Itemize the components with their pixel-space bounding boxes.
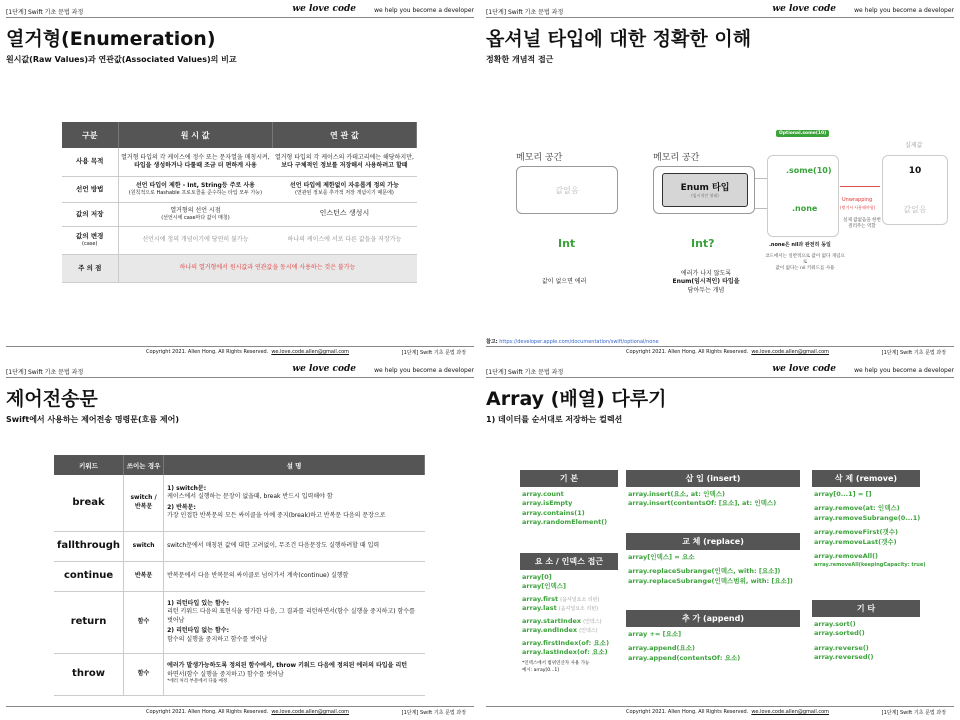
email-link[interactable]: we.love.code.allen@gmail.com (271, 709, 350, 715)
etc-code (814, 620, 873, 663)
code-line: array.insert(요소, at: 인덱스) (628, 490, 725, 498)
unwrap-note-line: 걸러주는 역할 (848, 223, 876, 229)
slide-header (6, 4, 474, 18)
email-link[interactable]: we.love.code.allen@gmail.com (751, 349, 830, 355)
table-row (62, 226, 417, 254)
section-append-title: 추 가 (append) (626, 610, 800, 627)
keyword-table (54, 455, 425, 696)
section-basic-title: 기 본 (520, 470, 618, 487)
slide-subtitle: 정확한 개념적 접근 (486, 55, 554, 64)
code-line (522, 639, 609, 648)
copyright-text: Copyright 2021. Allen Hong. All Rights Reserved. (626, 709, 749, 715)
section-etc-title: 기 타 (812, 600, 920, 617)
desc-head: 1) switch문: (167, 484, 207, 492)
code-text: array[0] (522, 573, 552, 581)
logo-text: we love code (292, 364, 356, 374)
unwrap-note (840, 218, 884, 230)
cell-text: (원칙적으로 Hashable 프로토콜을 준수하는 타입 모두 가능) (128, 189, 263, 196)
desc-cell: 반복문에서 다음 반복문의 싸이클로 넘어가서 계속(continue) 실행함 (164, 561, 425, 591)
code-note: (옵셔널요소 리턴) (560, 596, 600, 603)
code-text: array.first (522, 594, 559, 603)
code-line: array += [요소] (628, 630, 682, 638)
code-line (522, 582, 609, 591)
arrow-none (755, 208, 767, 209)
caption-line: 에러가 나지 않도록 (680, 270, 732, 277)
col-header: 쓰이는 경우 (124, 455, 164, 475)
table-row (54, 591, 425, 653)
basic-code (522, 490, 607, 528)
desc-body: 하면서(함수 실행을 중지하고) 함수를 벗어남 (167, 670, 284, 678)
unwrap-label: Unwrapping (842, 197, 873, 203)
table-row (62, 254, 417, 282)
code-note: (인덱스) (579, 628, 598, 635)
desc-head: 2) 리턴타입 없는 함수: (167, 627, 230, 635)
row-label: 사용 목적 (62, 148, 118, 176)
memory-box-int (516, 166, 618, 214)
keyword-cell: continue (54, 561, 124, 591)
cell-text: 열거형 타입의 각 케이스의 카테고리에는 해당하지만, (274, 153, 414, 161)
desc-cell (164, 653, 425, 695)
footer-breadcrumb: [1단계] Swift 기초 문법 과정 (401, 710, 466, 716)
section-remove-title: 삭 제 (remove) (812, 470, 920, 487)
caption-error: 값이 없으면 에러 (542, 278, 587, 285)
footer-breadcrumb: [1단계] Swift 기초 문법 과정 (881, 710, 946, 716)
col-header: 키워드 (54, 455, 124, 475)
unwrap-arrow (840, 186, 880, 187)
section-access-title: 요 소 / 인덱스 접근 (520, 553, 618, 570)
code-text: array.endIndex (522, 626, 578, 635)
code-line: array.append(contentsOf: 요소) (628, 653, 741, 662)
desc-note: *에러 처리 부분에서 다룰 예정 (167, 679, 228, 685)
keyword-cell: throw (54, 653, 124, 695)
unwrap-note-line: 실제 값없음을 한번 (843, 218, 881, 223)
assoc-cell: 하나의 케이스에 서로 다른 값들을 저장가능 (272, 226, 416, 254)
nil-desc (765, 254, 845, 272)
code-line (522, 617, 609, 626)
slide-array (480, 360, 960, 720)
ref-label: 참고: (486, 339, 498, 345)
cell-text: 보다 구체적인 정보를 저장해서 사용하려고 할때 (281, 161, 408, 169)
slide-enumeration (0, 0, 480, 360)
real-value-label: 실제값 (905, 142, 923, 149)
memory-label: 메모리 공간 (653, 153, 700, 163)
row-label: 값의 저장 (62, 202, 118, 226)
copyright (146, 349, 349, 355)
caption-line: Enum(임시적인) 타입을 (672, 278, 740, 286)
code-line: array[인덱스] = 요소 (628, 553, 695, 561)
enum-label: Enum 타입 (680, 183, 730, 193)
code-line: array.replaceSubrange(인덱스, with: [요소]) (628, 567, 781, 576)
desc-cell (164, 591, 425, 653)
code-line (522, 573, 609, 582)
code-line: array.removeAll() (814, 552, 879, 561)
replace-code (628, 553, 793, 586)
use-cell: 함수 (124, 653, 164, 695)
access-example: 예시: array[0...1] (522, 667, 559, 673)
header-breadcrumb: [1단계] Swift 기초 문법 과정 (486, 369, 564, 376)
enum-type-box (662, 173, 748, 207)
raw-cell (118, 148, 272, 176)
section-replace-title: 교 체 (replace) (626, 533, 800, 550)
copyright (146, 709, 349, 715)
cell-text: 선언 타입에 제한없이 자유롭게 정의 가능 (289, 181, 399, 189)
slide-footer (6, 706, 474, 716)
table-row (54, 531, 425, 561)
append-code (628, 630, 740, 663)
slide-footer (486, 706, 954, 716)
real-value-box (882, 155, 948, 225)
slide-title: 열거형(Enumeration) (6, 28, 216, 50)
col-header: 설 명 (164, 455, 425, 475)
insert-code (628, 490, 776, 509)
caption-line: 담아두는 개념 (687, 286, 725, 294)
code-line: array.isEmpty (522, 499, 573, 508)
use-cell: switch (124, 531, 164, 561)
copyright-text: Copyright 2021. Allen Hong. All Rights Reserved. (146, 349, 269, 355)
table-row (62, 148, 417, 176)
copyright-text: Copyright 2021. Allen Hong. All Rights Reserved. (146, 709, 269, 715)
table-row (54, 561, 425, 591)
logo-text: we love code (772, 4, 836, 14)
desc-body: 함수의 실행을 중지하고 함수를 벗어남 (167, 635, 268, 643)
raw-cell (118, 176, 272, 202)
warning-note: 하나의 열거형에서 원시값과 연관값을 동시에 사용하는 것은 불가능 (118, 254, 417, 282)
row-label: 주 의 점 (62, 254, 118, 282)
code-line: array.contains(1) (522, 508, 585, 517)
table-row (54, 475, 425, 531)
tagline: we help you become a developer (854, 7, 954, 14)
table-row (54, 653, 425, 695)
optional-int-label: Int? (691, 237, 715, 250)
tagline: we help you become a developer (374, 367, 474, 374)
assoc-cell (272, 176, 416, 202)
slide-header (6, 364, 474, 378)
use-cell: 반복문 (124, 561, 164, 591)
table-row (62, 176, 417, 202)
real-none: 값없음 (903, 205, 927, 214)
code-text: array[인덱스] (522, 582, 566, 591)
desc-cell: switch문에서 매칭된 값에 대한 고려없이, 무조건 다음문장도 실행하려할 때 입력 (164, 531, 425, 561)
code-line: array.insert(contentsOf: [요소], at: 인덱스) (628, 499, 777, 508)
comparison-table (62, 122, 417, 283)
email-link[interactable]: we.love.code.allen@gmail.com (751, 709, 830, 715)
slide-header (486, 364, 954, 378)
some-case: .some(10) (786, 166, 832, 175)
access-code (522, 573, 609, 674)
slide-subtitle: Swift에서 사용하는 제어전송 명령문(흐름 제어) (6, 415, 180, 424)
desc-head: 2) 반복문: (167, 503, 196, 511)
code-line: array[0...1] = [] (814, 490, 872, 498)
code-line: array.reversed() (814, 653, 874, 662)
tagline: we help you become a developer (374, 7, 474, 14)
use-cell: 함수 (124, 591, 164, 653)
email-link[interactable]: we.love.code.allen@gmail.com (271, 349, 350, 355)
desc-head: 1) 리턴타입 있는 함수: (167, 600, 230, 608)
caption-optional (660, 270, 752, 295)
cases-box (767, 155, 839, 237)
code-line: array.count (522, 490, 564, 498)
enum-sub: (임시적인 형태) (691, 193, 719, 198)
no-value-text: 값없음 (555, 186, 579, 195)
int-type-label: Int (558, 237, 576, 250)
some-badge: Optional.some(10) (776, 130, 829, 137)
reference (486, 338, 659, 345)
slide-title: 옵셔널 타입에 대한 정확한 이해 (486, 28, 752, 50)
memory-label: 메모리 공간 (516, 153, 563, 163)
code-note: (인덱스) (583, 618, 602, 625)
code-line (522, 626, 609, 635)
assoc-cell (272, 202, 416, 226)
footer-breadcrumb: [1단계] Swift 기초 문법 과정 (881, 350, 946, 356)
tagline: we help you become a developer (854, 367, 954, 374)
raw-cell: 선언시에 정의 개념이기에 당연히 불가능 (118, 226, 272, 254)
slide-footer (6, 346, 474, 356)
ref-link[interactable]: https://developer.apple.com/documentation/swift/optional/none (499, 339, 659, 345)
unwrap-sub: (벗겨서 사용해야함) (840, 205, 876, 210)
header-breadcrumb: [1단계] Swift 기초 문법 과정 (6, 369, 84, 376)
desc-head: 에러가 발생가능하도록 정의된 함수에서, throw 키워드 다음에 정의된 에러의 타입을 리턴 (167, 662, 408, 670)
slide-optional (480, 0, 960, 360)
logo-text: we love code (292, 4, 356, 14)
access-footnote: *인덱스에서 범위연산자 사용 가능 (522, 661, 590, 667)
code-line: array.sort() (814, 620, 856, 628)
nil-desc-line: 코드에서는 일반적으로 값이 없다 개념으로 (765, 254, 845, 265)
nil-desc-line: 값이 없다는 nil 키워드를 사용 (775, 265, 835, 271)
cell-text: 인스턴스 생성시 (319, 209, 370, 218)
none-case: .none (792, 204, 818, 213)
copyright-text: Copyright 2021. Allen Hong. All Rights Reserved. (626, 349, 749, 355)
code-note: (옵셔널요소 리턴) (558, 606, 599, 613)
code-line: array.reverse() (814, 643, 869, 652)
table-row (62, 202, 417, 226)
copyright (626, 709, 829, 715)
logo-text: we love code (772, 364, 836, 374)
desc-body: 케이스에서 실행하는 문장이 없을때, break 반드시 입력해야 함 (167, 493, 333, 501)
slide-subtitle: 원시값(Raw Values)과 연관값(Associated Values)의 비교 (6, 55, 237, 64)
real-value: 10 (908, 166, 922, 176)
row-label-text: 값의 변경 (76, 232, 104, 241)
slide-title: Array (배열) 다루기 (486, 388, 667, 410)
nil-note: .none은 nil과 완전히 동일 (769, 242, 831, 248)
use-cell: switch / 반복문 (124, 475, 164, 531)
footer-breadcrumb: [1단계] Swift 기초 문법 과정 (401, 350, 466, 356)
memory-box-optional (653, 166, 755, 214)
arrow-some (755, 178, 767, 179)
keyword-cell: fallthrough (54, 531, 124, 561)
code-line: array.sorted() (814, 629, 865, 638)
row-label (62, 226, 118, 254)
code-text: array.firstIndex(of: 요소) (522, 638, 610, 647)
slide-header (486, 4, 954, 18)
col-header: 구분 (62, 122, 118, 148)
keyword-cell: break (54, 475, 124, 531)
code-line: array.randomElement() (522, 518, 608, 527)
code-line: array.removeSubrange(0...1) (814, 513, 921, 522)
code-text: array.startIndex (522, 616, 582, 625)
raw-cell (118, 202, 272, 226)
copyright (626, 349, 829, 355)
cell-text: 선언 타입이 제한 - Int, String등 주로 사용 (135, 181, 255, 189)
cell-text: 타입을 생성하거나 다룰때 조금 더 편하게 사용 (134, 161, 257, 169)
desc-body: 가장 인접한 반복문의 모든 싸이클을 아예 중지(break)하고 반복문 다음의 문장으로 (167, 512, 386, 520)
code-line: array.replaceSubrange(인덱스범위, with: [요소]) (628, 576, 793, 585)
code-line: array.append(요소) (628, 644, 695, 653)
code-line (522, 648, 609, 657)
code-line (522, 604, 609, 613)
section-insert-title: 삽 입 (insert) (626, 470, 800, 487)
col-header: 원 시 값 (118, 122, 272, 148)
desc-body: 리턴 키워드 다음의 표현식을 평가한 다음, 그 결과를 리턴하면서(함수 실행을 중지하고) 함수를 벗어남 (167, 608, 415, 624)
remove-code (814, 490, 926, 569)
code-text: array.lastIndex(of: 요소) (522, 647, 608, 656)
cell-text: 열거형의 선언 시점 (170, 206, 221, 214)
row-label: 선언 방법 (62, 176, 118, 202)
keyword-cell: return (54, 591, 124, 653)
code-line: array.removeAll(keepingCapacity: true) (814, 561, 926, 568)
slide-subtitle: 1) 데이터를 순서대로 저장하는 컬렉션 (486, 415, 623, 424)
col-header: 연 관 값 (272, 122, 416, 148)
code-line (522, 595, 609, 604)
cell-text: 열거형 타입의 각 케이스에 정수 또는 문자열을 매칭시켜, (121, 153, 270, 161)
cell-text: (연관된 정보를 추가적 저장 개념이기 때문에) (295, 189, 394, 196)
code-line: array.removeLast(갯수) (814, 537, 897, 546)
header-breadcrumb: [1단계] Swift 기초 문법 과정 (486, 9, 564, 16)
desc-cell (164, 475, 425, 531)
assoc-cell (272, 148, 416, 176)
slide-title: 제어전송문 (6, 388, 98, 410)
cell-text: (선언시에 case마다 값이 매칭) (161, 214, 230, 221)
code-line: array.removeFirst(갯수) (814, 528, 898, 537)
code-text: array.last (522, 604, 557, 613)
code-line: array.remove(at: 인덱스) (814, 504, 900, 513)
header-breadcrumb: [1단계] Swift 기초 문법 과정 (6, 9, 84, 16)
slide-footer (486, 346, 954, 356)
row-label-sub: (case) (82, 241, 98, 247)
